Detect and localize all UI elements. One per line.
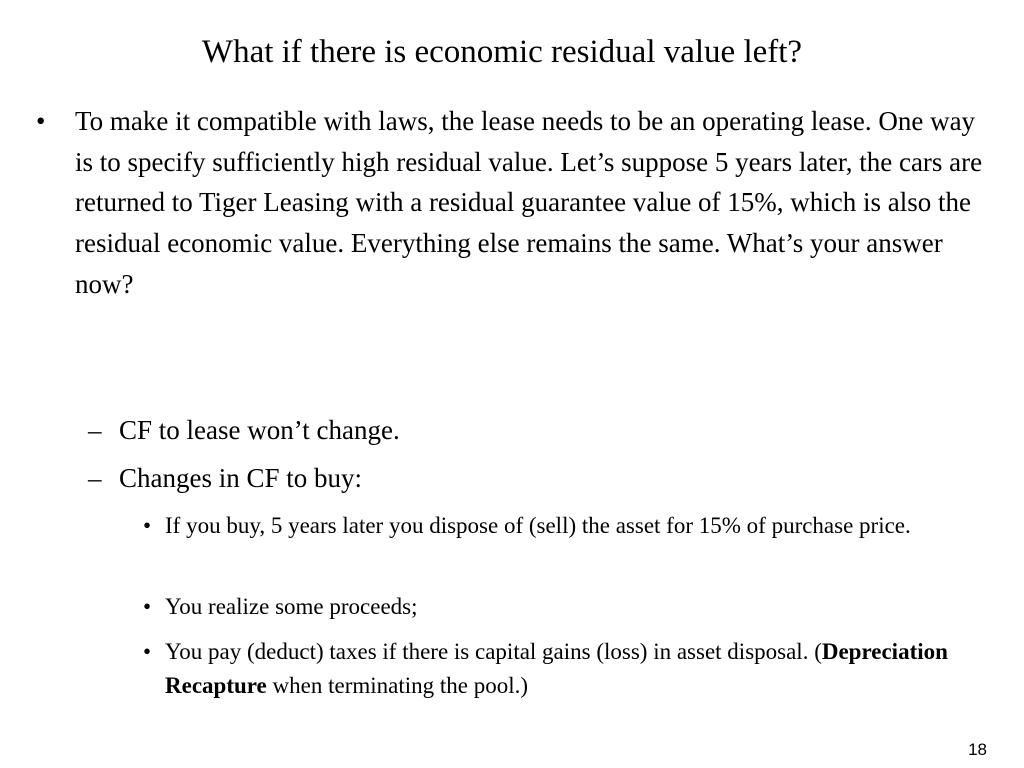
main-bullet — [36, 101, 986, 305]
sub-sub-bullet-taxes — [143, 635, 973, 703]
sub-bullet-cf-lease — [88, 410, 968, 450]
sub-sub-bullet-text: If you buy, 5 years later you dispose of (sell) the asset for 15% of purchase price. — [165, 513, 911, 538]
sub-sub-bullet-text: You realize some proceeds; — [165, 594, 418, 619]
dash-marker: – — [88, 415, 102, 445]
bullet-marker: • — [143, 513, 152, 538]
bullet-marker: • — [143, 594, 152, 619]
sub-sub-bullet-proceeds — [143, 590, 973, 624]
bullet-marker: • — [36, 106, 46, 136]
sub-sub-bullet-text — [165, 635, 973, 703]
sub-bullet-cf-buy — [88, 458, 968, 498]
main-bullet-text: To make it compatible with laws, the lease needs to be an operating lease. One way is to specify sufficiently high residual value. Let’s suppose 5 years later, the cars are returned to Tiger Leasing with a residual guarantee value of 15%, which is also the residual economic value. Everything else remains the same. What’s your answer now? — [75, 106, 983, 299]
slide-title: What if there is economic residual value left? — [201, 34, 803, 70]
taxes-text-before: You pay (deduct) taxes if there is capital gains (loss) in asset disposal. ( — [165, 639, 822, 664]
page-number: 18 — [968, 740, 987, 759]
sub-sub-bullet-dispose — [143, 509, 973, 543]
sub-bullet-text: Changes in CF to buy: — [119, 463, 363, 493]
depreciation-recapture-term: Depreciation Recapture — [165, 639, 948, 698]
taxes-text-after: when terminating the pool.) — [266, 673, 529, 698]
dash-marker: – — [88, 463, 102, 493]
sub-bullet-text: CF to lease won’t change. — [119, 415, 400, 445]
bullet-marker: • — [143, 639, 152, 664]
